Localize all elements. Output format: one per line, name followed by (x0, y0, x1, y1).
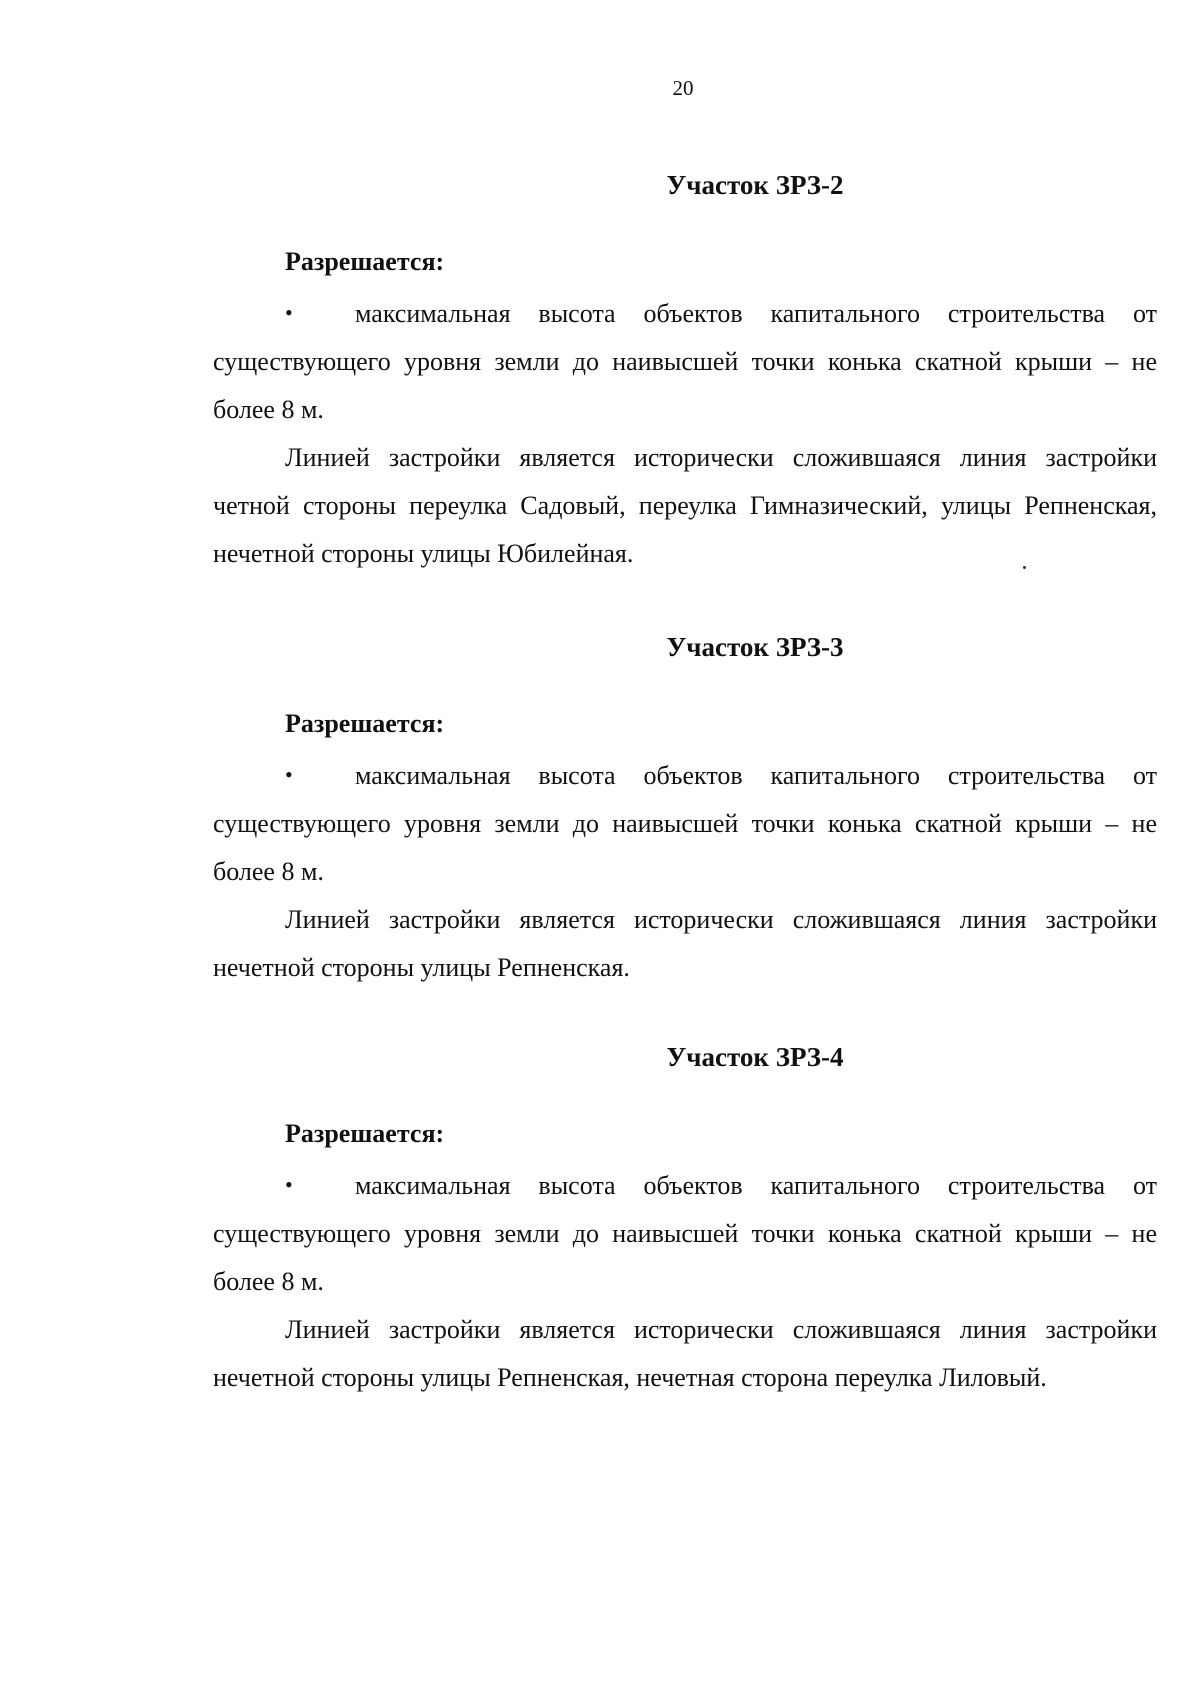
allowed-label: Разрешается: (285, 247, 445, 276)
bullet-icon: • (285, 1172, 293, 1197)
building-line-paragraph: Линией застройки является исторически сложившаяся линия застройки нечетной стороны улицы Репненская, нечетная сторона переулка Лиловый. (213, 1315, 1157, 1392)
section-title: Участок ЗРЗ-4 (666, 1042, 844, 1072)
building-line-paragraph: Линией застройки является исторически сложившаяся линия застройки нечетной стороны улицы Репненская. (213, 905, 1157, 982)
section-title: Участок ЗРЗ-2 (666, 170, 844, 200)
allowed-label: Разрешается: (285, 1119, 445, 1148)
page-number: 20 (672, 76, 694, 100)
bullet-paragraph (213, 1161, 1157, 1306)
bullet-text: максимальная высота объектов капитального строительства от существующего уровня земли до наивысшей точки конька скатной крыши – не более 8 м. (213, 299, 1157, 424)
allowed-label: Разрешается: (285, 709, 445, 738)
scan-speck (1023, 566, 1026, 569)
bullet-paragraph (213, 289, 1157, 434)
bullet-icon: • (285, 300, 293, 325)
section-zrz-4 (213, 1040, 1157, 1402)
bullet-text: максимальная высота объектов капитального строительства от существующего уровня земли до наивысшей точки конька скатной крыши – не более 8 м. (213, 761, 1157, 886)
section-zrz-3 (213, 630, 1157, 992)
section-zrz-2 (213, 168, 1157, 578)
section-title: Участок ЗРЗ-3 (666, 632, 844, 662)
bullet-icon: • (285, 762, 293, 787)
building-line-paragraph: Линией застройки является исторически сложившаяся линия застройки четной стороны переулка Садовый, переулка Гимназический, улицы Репненская, нечетной стороны улицы Юбилейная. (213, 443, 1157, 568)
bullet-text: максимальная высота объектов капитального строительства от существующего уровня земли до наивысшей точки конька скатной крыши – не более 8 м. (213, 1171, 1157, 1296)
bullet-paragraph (213, 751, 1157, 896)
